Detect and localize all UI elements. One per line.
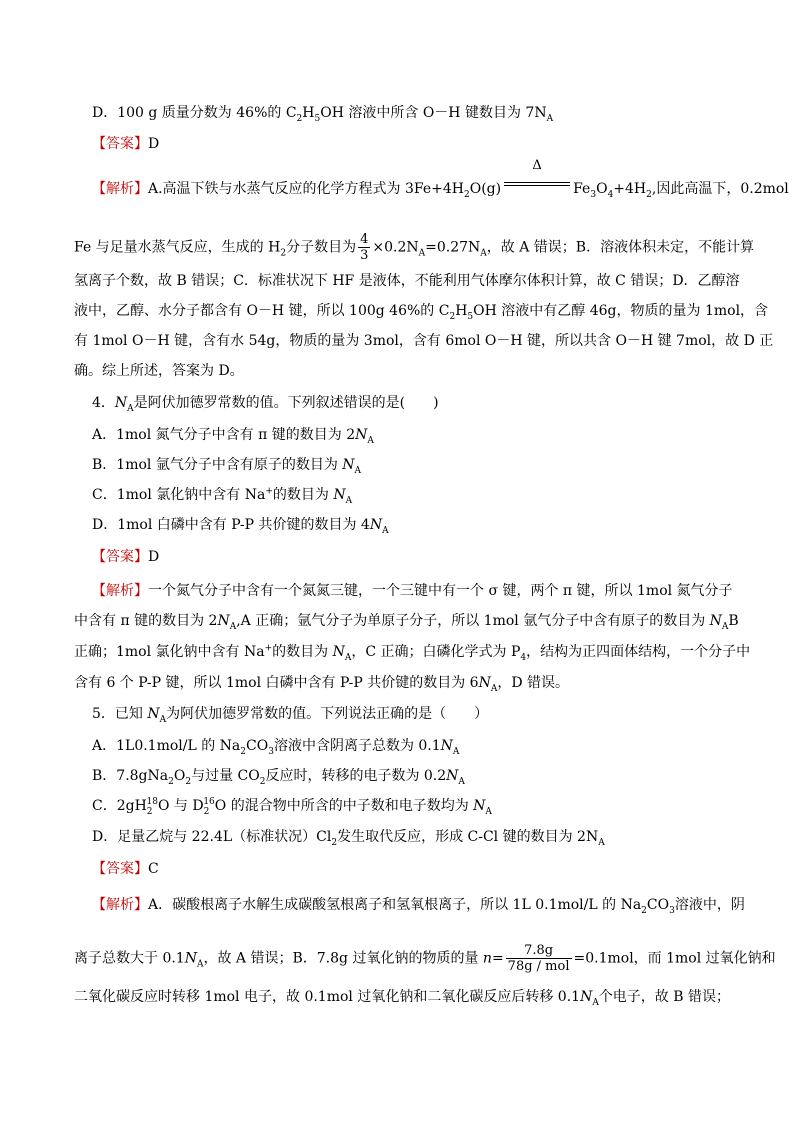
q4-answer — [92, 548, 159, 566]
q5-option-c: C．$2gH_2^{18}O$ 与 $D_2^{16}O$ 的混合物中所含的中子数和电子数均为 $N_A$ — [92, 797, 492, 817]
q3-analysis-line-3: 氢离子个数，故 B 错误；C．标准状况下 HF 是液体，不能利用气体摩尔体积计算，故 C 错误；D．乙醇溶 — [74, 273, 740, 289]
q4-analysis-line-1: 【解析】一个氮气分子中含有一个氮氮三键，一个三键中有一个 σ 键，两个 π 键，所以 1mol 氮气分子 — [92, 583, 733, 599]
reaction-condition-arrow: Δ — [504, 179, 570, 193]
q5-answer — [92, 860, 159, 878]
answer-value: C — [148, 861, 159, 877]
q3-answer — [92, 135, 159, 153]
q5-analysis-line-1: 【解析】A．碳酸根离子水解生成碳酸氢根离子和氢氧根离子，所以 1L 0.1mol/L 的 $Na_2CO_3$溶液中，阴 — [92, 897, 745, 916]
q3-analysis-line-6: 确。综上所述，答案为 D。 — [74, 363, 244, 379]
q5-option-b: B．$7.8gNa_2O_2$与过量 $CO_2$反应时，转移的电子数为 $0.2N_A$ — [92, 768, 465, 787]
q3-analysis-line-5: 有 1mol O－H 键，含有水 54g，物质的量为 3mol，含有 6mol O－H 键，所以共含 O－H 键 7mol，故 D 正 — [74, 333, 774, 349]
q4-stem: 4．$N_A$是阿伏加德罗常数的值。下列叙述错误的是( ) — [92, 395, 439, 414]
q5-option-d: D．足量乙烷与 22.4L（标准状况）$Cl_2$发生取代反应，形成 C-Cl 键的数目为 $2N_A$ — [92, 829, 605, 848]
fraction-7-8g-over-78g-mol: $\frac{7.8g}{\text{78g / mol}}$ — [507, 943, 570, 974]
q4-option-c: C．1mol 氯化钠中含有 Na+的数目为 $N_A$ — [92, 486, 353, 506]
answer-tag: 【答案】 — [92, 136, 148, 152]
fraction-4-3: $\frac{4}{3}$ — [360, 232, 369, 263]
q4-analysis-line-3: 正确；1mol 氯化钠中含有 Na+的数目为 $N_A$，C 正确；白磷化学式为 $P_4$，结构为正四面体结构，一个分子中 — [74, 643, 751, 663]
q3-analysis-line-2: Fe 与足量水蒸气反应，生成的 $H_2$分子数目为 $\frac{4}{3}$ $\times 0.2N_A=0.27N_A$，故 A 错误；B．溶液体积未定，不能计算 — [74, 232, 755, 263]
answer-tag: 【答案】 — [92, 861, 148, 877]
analysis-tag: 【解析】 — [92, 583, 148, 599]
answer-tag: 【答案】 — [92, 549, 148, 565]
q3-analysis-line-4: 液中，乙醇、水分子都含有 O－H 键，所以 100g 46%的 $C_2H_5OH$ 溶液中有乙醇 46g，物质的量为 1mol，含 — [74, 303, 769, 322]
q5-analysis-line-2: 离子总数大于 $0.1N_A$，故 A 错误；B．7.8g 过氧化钠的物质的量 n= $\frac{7.8g}{\text{78g / mol}}$ =0.1mol，而 1mol 过氧化钠和 — [74, 943, 776, 974]
q5-option-a: A．1L0.1mol/L 的 $Na_2CO_3$溶液中含阴离子总数为 $0.1N_A$ — [92, 738, 460, 757]
q3-analysis-line-1: 【解析】A.高温下铁与水蒸气反应的化学方程式为 $3Fe+4H_2O(g)$ Δ $Fe_3O_4+4H_2$,因此高温下，0.2mol — [92, 158, 789, 200]
answer-value: D — [148, 549, 160, 565]
q4-analysis-line-4: 含有 6 个 P-P 键，所以 1mol 白磷中含有 P-P 共价键的数目为 $6N_A$，D 错误。 — [74, 675, 570, 694]
answer-value: D — [148, 136, 160, 152]
q4-option-d: D．1mol 白磷中含有 P-P 共价键的数目为 $4N_A$ — [92, 517, 389, 536]
q3-option-d: D．100 g 质量分数为 46%的 $C_2H_5OH$ 溶液中所含 O－H 键数目为 $7N_A$ — [92, 105, 554, 124]
q4-option-b: B．1mol 氩气分子中含有原子的数目为 $N_A$ — [92, 457, 362, 476]
analysis-tag: 【解析】 — [92, 897, 148, 913]
q5-analysis-line-3: 二氧化碳反应时转移 1mol 电子，故 0.1mol 过氧化钠和二氧化碳反应后转移 $0.1N_A$个电子，故 B 错误； — [74, 989, 731, 1008]
q5-stem: 5．已知 $N_A$为阿伏加德罗常数的值。下列说法正确的是（ ） — [92, 706, 489, 725]
q4-option-a: A．1mol 氮气分子中含有 π 键的数目为 $2N_A$ — [92, 427, 374, 446]
q4-analysis-line-2: 中含有 π 键的数目为 $2N_A,A$ 正确；氩气分子为单原子分子，所以 1mol 氩气分子中含有原子的数目为 $N_AB$ — [74, 613, 739, 632]
analysis-tag: 【解析】 — [92, 181, 148, 197]
